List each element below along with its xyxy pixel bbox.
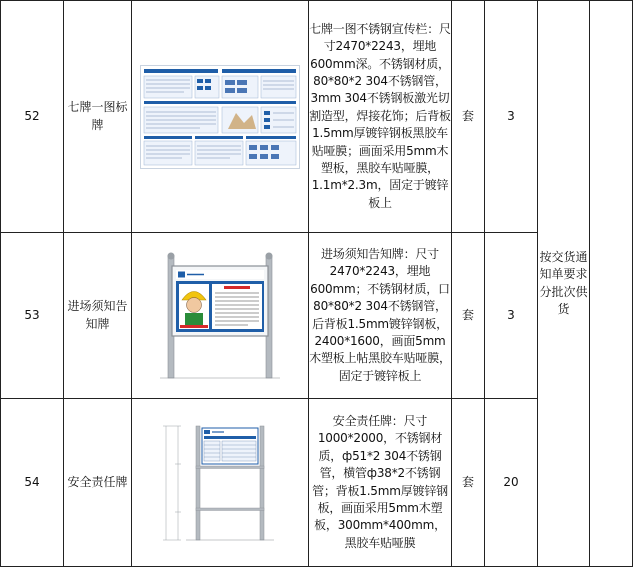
item-description: 安全责任牌：尺寸1000*2000，不锈钢材质，ф51*2 304不锈钢管，横管ф38*2不锈钢管；背板1.5mm厚镀锌钢板，画面采用5mm木塑板，300mm*400mm，黑胶车贴哑膜 [309, 399, 452, 567]
item-unit: 套 [452, 233, 485, 399]
item-description: 七牌一图不锈钢宣传栏：尺寸2470*2243，埋地600mm深。不锈钢材质，80*80*2 304不锈钢管，3mm 304不锈钢板激光切割造型，焊接花饰；后背板1.5mm厚镀锌钢板黑胶车贴哑膜；画面采用5mm木塑板，黑胶车贴哑膜，1.1m*2.3m，固定于镀锌板上 [309, 1, 452, 233]
item-image-cell [132, 1, 309, 233]
seven-boards-one-map-illustration [140, 65, 300, 169]
row-number: 52 [1, 1, 64, 233]
item-quantity: 3 [485, 1, 538, 233]
row-number: 53 [1, 233, 64, 399]
row-number: 54 [1, 399, 64, 567]
item-description: 进场须知告知牌：尺寸2470*2243，埋地600mm；不锈钢材质，口80*80*2 304不锈钢管，后背板1.5mm镀锌钢板，2400*1600，画面5mm木塑板上帖黑胶车贴哑膜，固定于镀锌板上 [309, 233, 452, 399]
item-unit: 套 [452, 399, 485, 567]
blank-column [590, 1, 633, 567]
item-quantity: 20 [485, 399, 538, 567]
item-unit: 套 [452, 1, 485, 233]
safety-responsibility-board-illustration [156, 420, 284, 546]
remark-cell: 按交货通知单要求分批次供货 [538, 1, 590, 567]
item-quantity: 3 [485, 233, 538, 399]
item-image-cell [132, 399, 309, 567]
item-name: 七牌一图标牌 [64, 1, 132, 233]
site-entry-notice-board-illustration [158, 252, 282, 380]
item-name: 安全责任牌 [64, 399, 132, 567]
table-row [1, 1, 633, 233]
item-name: 进场须知告知牌 [64, 233, 132, 399]
item-image-cell [132, 233, 309, 399]
